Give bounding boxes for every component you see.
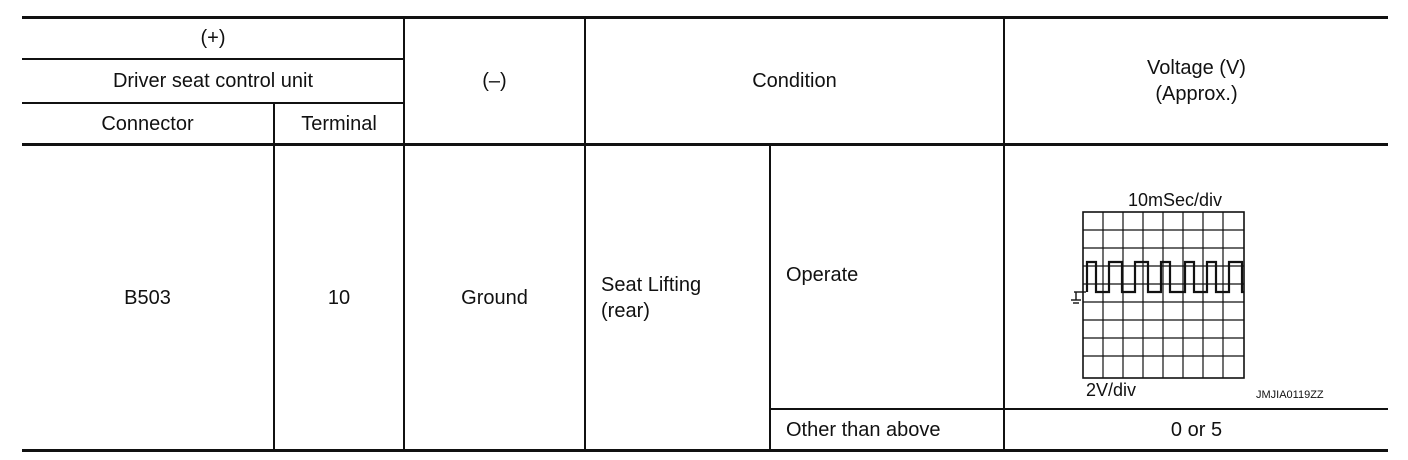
header-connector: Connector bbox=[101, 112, 194, 135]
header-plus: (+) bbox=[200, 27, 226, 49]
cell-condition-line2: (rear) bbox=[601, 299, 650, 322]
terminal-spec-table bbox=[22, 16, 1388, 452]
col-condition-divider bbox=[769, 144, 771, 451]
header-voltage-line1: Voltage (V) bbox=[1147, 56, 1246, 79]
waveform-time-div: 10mSec/div bbox=[1128, 190, 1223, 210]
header-voltage bbox=[1005, 18, 1388, 143]
header-voltage-line2: (Approx.) bbox=[1155, 82, 1238, 105]
cell-operate: Operate bbox=[786, 264, 859, 286]
waveform-grid bbox=[1083, 212, 1244, 378]
rule-bottom bbox=[22, 449, 1388, 452]
cell-other-value: 0 or 5 bbox=[1170, 418, 1223, 441]
cell-other: Other than above bbox=[786, 418, 941, 441]
cell-terminal: 10 bbox=[327, 286, 351, 309]
header-unit: Driver seat control unit bbox=[112, 70, 314, 92]
waveform-figure-id: JMJIA0119ZZ bbox=[1256, 389, 1324, 400]
cell-connector: B503 bbox=[124, 286, 171, 309]
header-minus: (–) bbox=[482, 69, 507, 92]
header-terminal: Terminal bbox=[301, 112, 377, 135]
header-condition: Condition bbox=[752, 69, 837, 92]
oscilloscope-waveform bbox=[1052, 182, 1352, 400]
waveform-volt-div: 2V/div bbox=[1086, 380, 1137, 400]
cell-condition-line1: Seat Lifting bbox=[601, 273, 702, 296]
cell-condition bbox=[601, 146, 769, 449]
cell-ground: Ground bbox=[461, 286, 528, 309]
